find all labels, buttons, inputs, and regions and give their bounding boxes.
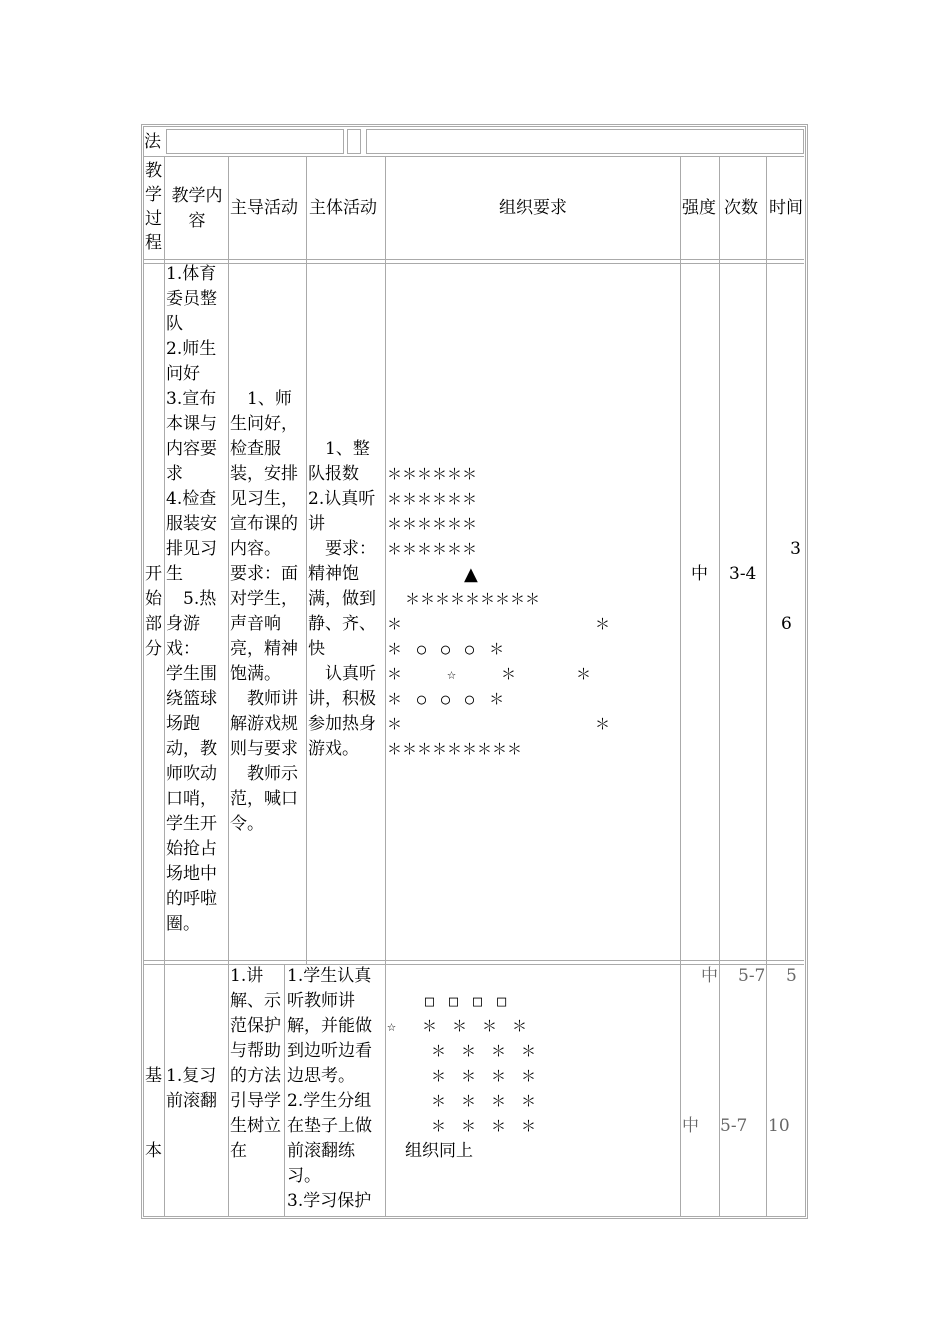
org1-grid-line: ＊＊＊＊＊＊ [387, 515, 478, 533]
section1-intensity: 中 [691, 564, 708, 584]
org1-bottom-row: ＊＊＊＊＊＊＊＊＊ [387, 740, 523, 758]
section1-bottom-rule [144, 960, 804, 961]
col-line-4 [385, 156, 386, 1216]
col-line-3 [306, 156, 307, 964]
org2-student-row: ＊ ＊ ＊ ＊ [431, 1117, 537, 1135]
org2-student-row: ＊ ＊ ＊ ＊ [431, 1092, 537, 1110]
org2-student-row: ＊ ＊ ＊ ＊ [422, 1017, 528, 1035]
header-process: 教学过程 [145, 161, 162, 253]
header-content: 教学内容 [171, 186, 223, 231]
header-times: 次数 [724, 198, 758, 218]
section1-subject: 1、整队报数 2.认真听讲 要求：精神饱满，做到静、齐、快 认真听讲，积极参加热身游戏。 [308, 439, 376, 759]
section1-duration-b: 6 [781, 614, 792, 634]
col-line-7 [766, 156, 767, 1216]
org1-star-row: ＊ ☆ ＊ [387, 665, 517, 683]
row0-blank-cell-c [366, 129, 804, 154]
org1-grid-line: ＊＊＊＊＊＊ [387, 490, 478, 508]
section2-part-b: 本 [145, 1141, 162, 1161]
row0-blank-cell-a [166, 129, 344, 154]
org1-side-mark: ＊ [576, 665, 592, 683]
org2-mats-row: □ □ □ □ [425, 992, 507, 1010]
org1-grid-line: ＊＊＊＊＊＊ [387, 540, 478, 558]
section2-intensity-b: 中 [682, 1116, 699, 1136]
header-intensity: 强度 [682, 198, 716, 218]
org2-student-row: ＊ ＊ ＊ ＊ [431, 1042, 537, 1060]
header-lead: 主导活动 [230, 198, 298, 218]
col-line-3b [284, 964, 285, 1216]
section2-times-a: 5-7 [738, 966, 766, 986]
header-subject: 主体活动 [309, 198, 377, 218]
org1-top-row: ＊＊＊＊＊＊＊＊＊ [405, 590, 541, 608]
section2-content: 1.复习前滚翻 [166, 1066, 217, 1111]
org1-ring-row: ＊ ○ ○ ○ ＊ [387, 640, 505, 658]
col-line-1 [164, 156, 165, 1216]
section2-intensity-a: 中 [701, 966, 718, 986]
section2-part-a: 基 [145, 1066, 162, 1086]
header-bottom-rule [144, 259, 804, 260]
org1-side-mark: ＊ [387, 715, 403, 733]
row0-blank-cell-b [347, 129, 361, 154]
section1-duration-a: 3 [790, 539, 801, 559]
org1-side-mark: ＊ [595, 615, 611, 633]
org1-side-mark: ＊ [595, 715, 611, 733]
org1-ring-row: ＊ ○ ○ ○ ＊ [387, 690, 505, 708]
section1-lead: 1、师生问好，检查服装，安排见习生，宣布课的内容。 要求：面对学生，声音响亮，精神饱满。 教师讲解游戏规则与要求 教师示范，喊口令。 [230, 389, 298, 834]
org1-side-mark: ＊ [387, 615, 403, 633]
section2-lead: 1.讲解、示范保护与帮助的方法引导学生树立在 [230, 966, 281, 1161]
section1-part: 开始部分 [145, 564, 162, 659]
section2-duration-a: 5 [786, 966, 797, 986]
section2-subject: 1.学生认真听教师讲解，并能做到边听边看边思考。 2.学生分组在垫子上做前滚翻练习。 3.学习保护 [287, 966, 372, 1211]
section1-times: 3-4 [729, 564, 757, 584]
section1-content: 1.体育委员整队 2.师生问好 3.宣布本课与内容要求 4.检查服装安排见习生 5.热身游戏： 学生围绕篮球场跑动，教师吹动口哨，学生开始抢占场地中的呼啦圈。 [166, 264, 217, 934]
section1-top-rule [144, 263, 804, 264]
section2-times-b: 5-7 [720, 1116, 748, 1136]
col-line-5 [680, 156, 681, 1216]
org2-teacher-star: ☆ [387, 1017, 397, 1035]
org1-grid-line: ＊＊＊＊＊＊ [387, 465, 478, 483]
org2-note: 组织同上 [405, 1141, 473, 1161]
org1-teacher-triangle: ▲ [464, 564, 478, 585]
section2-duration-b: 10 [768, 1116, 790, 1136]
row0-label: 法 [144, 132, 161, 152]
header-duration: 时间 [769, 198, 803, 218]
org2-student-row: ＊ ＊ ＊ ＊ [431, 1067, 537, 1085]
col-line-6 [719, 156, 720, 1216]
header-top-rule [144, 156, 804, 157]
col-line-2 [228, 156, 229, 1216]
header-org: 组织要求 [499, 198, 567, 218]
